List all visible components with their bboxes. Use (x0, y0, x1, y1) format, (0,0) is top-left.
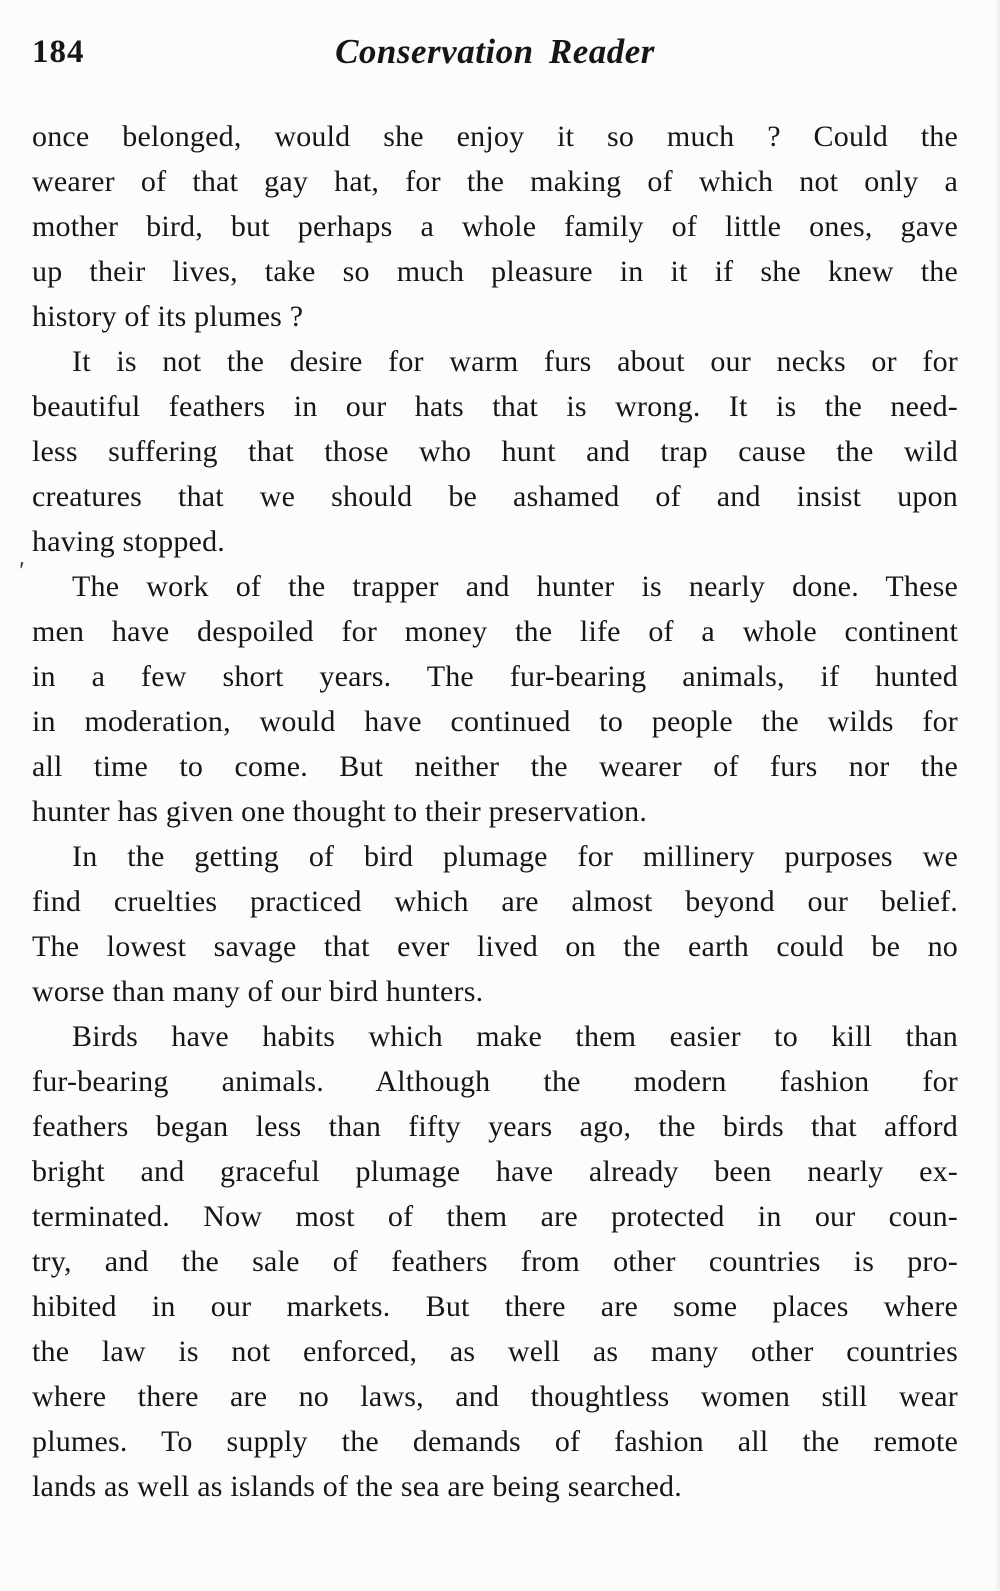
text-line: try, and the sale of feathers from other countries is pro- (32, 1245, 958, 1278)
text-line: where there are no laws, and thoughtless women still wear (32, 1380, 958, 1413)
paragraph (32, 1014, 958, 1509)
text-line: plumes. To supply the demands of fashion all the remote (32, 1425, 958, 1458)
text-line: find cruelties practiced which are almost beyond our belief. (32, 885, 958, 918)
text-line: wearer of that gay hat, for the making of which not only a (32, 165, 958, 198)
page-number: 184 (32, 34, 85, 70)
text-line: Birds have habits which make them easier to kill than (72, 1020, 958, 1053)
text-line: worse than many of our bird hunters. (32, 975, 484, 1008)
paragraph (32, 339, 958, 564)
page-header (32, 30, 958, 74)
text-line: hibited in our markets. But there are some places where (32, 1290, 958, 1323)
text-line: having stopped. (32, 525, 225, 558)
text-line: mother bird, but perhaps a whole family of little ones, gave (32, 210, 958, 243)
paragraph (32, 834, 958, 1014)
paragraph (32, 114, 958, 339)
text-line: fur-bearing animals. Although the modern fashion for (32, 1065, 958, 1098)
text-line: It is not the desire for warm furs about our necks or for (72, 345, 958, 378)
text-line: the law is not enforced, as well as many other countries (32, 1335, 958, 1368)
text-line: feathers began less than fifty years ago, the birds that afford (32, 1110, 958, 1143)
text-line: less suffering that those who hunt and trap cause the wild (32, 435, 958, 468)
text-line: terminated. Now most of them are protected in our coun- (32, 1200, 958, 1233)
text-line: once belonged, would she enjoy it so much ? Could the (32, 120, 958, 153)
text-line: bright and graceful plumage have already been nearly ex- (32, 1155, 958, 1188)
text-line: men have despoiled for money the life of a whole continent (32, 615, 958, 648)
text-line: all time to come. But neither the wearer of furs nor the (32, 750, 958, 783)
text-line: creatures that we should be ashamed of and insist upon (32, 480, 958, 513)
text-line: in a few short years. The fur-bearing animals, if hunted (32, 660, 958, 693)
text-line: hunter has given one thought to their preservation. (32, 795, 648, 828)
text-line: beautiful feathers in our hats that is wrong. It is the need- (32, 390, 958, 423)
running-title: Conservation Reader (335, 32, 655, 71)
text-line: in moderation, would have continued to people the wilds for (32, 705, 958, 738)
text-line: In the getting of bird plumage for millinery purposes we (72, 840, 958, 873)
text-line: up their lives, take so much pleasure in it if she knew the (32, 255, 958, 288)
text-line: lands as well as islands of the sea are being searched. (32, 1470, 682, 1503)
paragraph (32, 564, 958, 834)
text-line: The lowest savage that ever lived on the earth could be no (32, 930, 958, 963)
text-line: The work of the trapper and hunter is nearly done. These (72, 570, 958, 603)
margin-mark: ' (15, 555, 26, 586)
page-body (32, 114, 958, 1509)
text-line: history of its plumes ? (32, 300, 304, 333)
